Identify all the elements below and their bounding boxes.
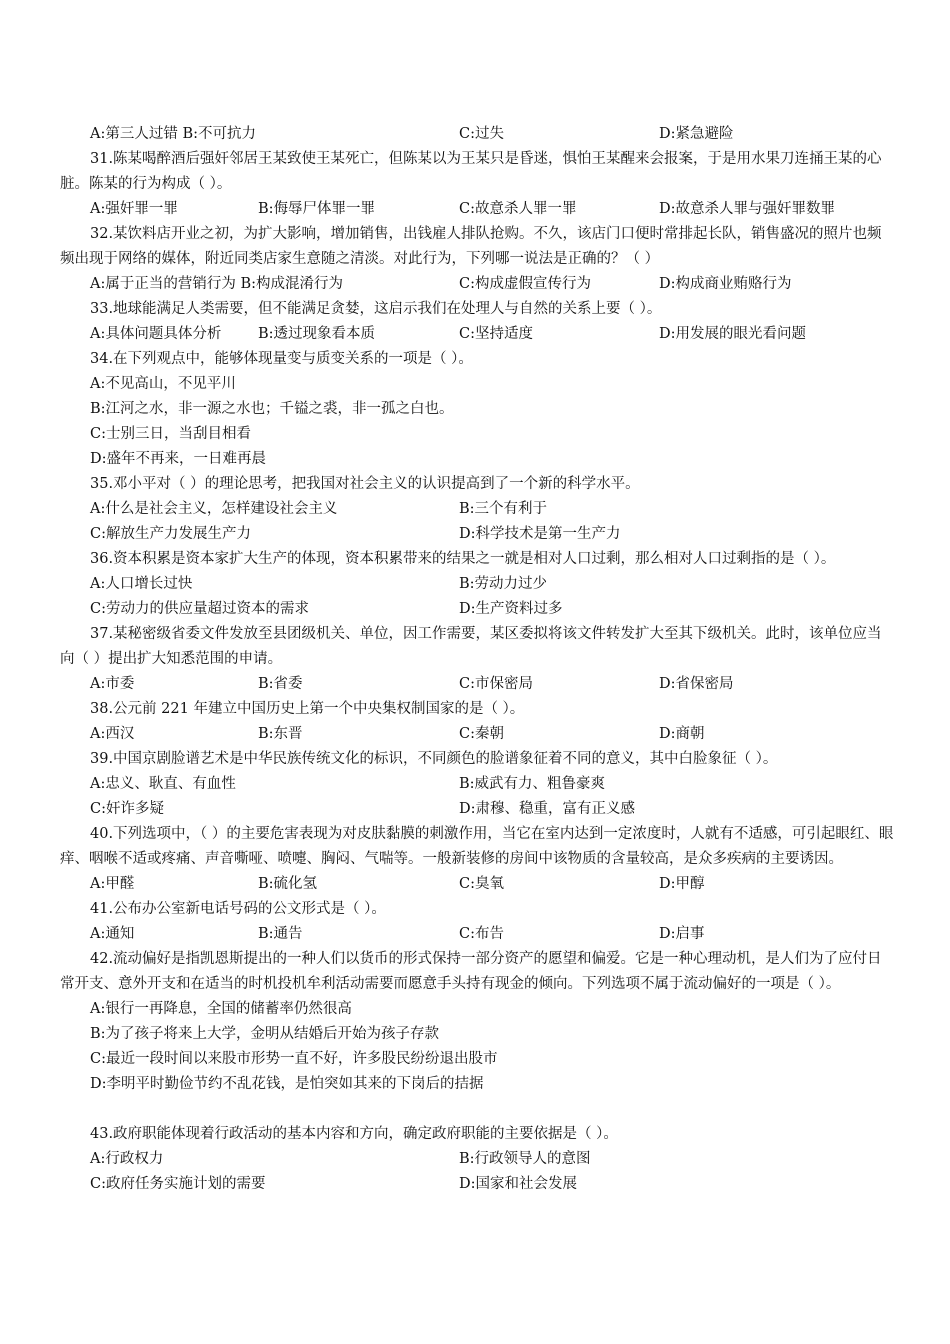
option: A:市委	[90, 676, 135, 692]
option: A:银行一再降息，全国的储蓄率仍然很高	[90, 1001, 352, 1017]
option: D:生产资料过多	[459, 601, 563, 617]
option: A:强奸罪一罪	[90, 201, 178, 217]
option: B:三个有利于	[459, 501, 548, 517]
exam-page	[60, 122, 895, 1197]
question-37: 37.某秘密级省委文件发放至县团级机关、单位，因工作需要，某区委拟将该文件转发扩大至其下级机关。此时，该单位应当向（ ）提出扩大知悉范围的申请。	[60, 626, 882, 667]
option: D:甲醇	[659, 876, 705, 892]
option: A:什么是社会主义，怎样建设社会主义	[90, 501, 338, 517]
q38-options	[60, 722, 895, 747]
option: A:人口增长过快	[90, 576, 193, 592]
question-38: 38.公元前 221 年建立中国历史上第一个中央集权制国家的是（ ）。	[90, 701, 525, 717]
q43-options	[60, 1147, 895, 1172]
option: C:政府任务实施计划的需要	[90, 1176, 266, 1192]
option: B:为了孩子将来上大学，金明从结婚后开始为孩子存款	[90, 1026, 440, 1042]
option: C:布告	[459, 926, 504, 942]
option: C:劳动力的供应量超过资本的需求	[90, 601, 309, 617]
option: A:不见高山，不见平川	[90, 376, 236, 392]
option: B:江河之水，非一源之水也；千镒之裘，非一孤之白也。	[90, 401, 454, 417]
option: A:行政权力	[90, 1151, 164, 1167]
option: A:西汉	[90, 726, 135, 742]
option: B:省委	[258, 676, 303, 692]
q31-options	[60, 197, 895, 222]
question-35: 35.邓小平对（ ）的理论思考，把我国对社会主义的认识提高到了一个新的科学水平。	[90, 476, 640, 492]
question-43: 43.政府职能体现着行政活动的基本内容和方向，确定政府职能的主要依据是（ ）。	[90, 1126, 618, 1142]
option: C:故意杀人罪一罪	[459, 201, 577, 217]
option: A:具体问题具体分析	[90, 326, 222, 342]
option: D:科学技术是第一生产力	[459, 526, 621, 542]
q43-options-row2	[60, 1172, 895, 1197]
q41-options	[60, 922, 895, 947]
option: B:侮辱尸体罪一罪	[258, 201, 376, 217]
q40-options	[60, 872, 895, 897]
option: D:李明平时勤俭节约不乱花钱，是怕突如其来的下岗后的拮据	[90, 1076, 484, 1092]
q39-options-row2	[60, 797, 895, 822]
question-31: 31.陈某喝醉酒后强奸邻居王某致使王某死亡，但陈某以为王某只是昏迷，惧怕王某醒来会报案，于是用水果刀连捅王某的心脏。陈某的行为构成（ ）。	[60, 151, 882, 192]
question-41: 41.公布办公室新电话号码的公文形式是（ ）。	[90, 901, 386, 917]
option: C:构成虚假宣传行为	[459, 276, 591, 292]
question-39: 39.中国京剧脸谱艺术是中华民族传统文化的标识，不同颜色的脸谱象征着不同的意义，其中白脸象征（ ）。	[90, 751, 778, 767]
option: D:构成商业贿赂行为	[659, 276, 792, 292]
question-33: 33.地球能满足人类需要，但不能满足贪婪，这启示我们在处理人与自然的关系上要（ ）。	[90, 301, 662, 317]
option: B:东晋	[258, 726, 303, 742]
option: C:秦朝	[459, 726, 504, 742]
option: C:解放生产力发展生产力	[90, 526, 251, 542]
option: B:硫化氢	[258, 876, 318, 892]
option: D:启事	[659, 926, 705, 942]
option: C:臭氧	[459, 876, 504, 892]
option: C:坚持适度	[459, 326, 533, 342]
option: A:通知	[90, 926, 135, 942]
spacer	[60, 1097, 895, 1122]
option: D:盛年不再来，一日难再晨	[90, 451, 267, 467]
option: C:最近一段时间以来股市形势一直不好，许多股民纷纷退出股市	[90, 1051, 498, 1067]
option: C:奸诈多疑	[90, 801, 164, 817]
question-36: 36.资本积累是资本家扩大生产的体现，资本积累带来的结果之一就是相对人口过剩，那么相对人口过剩指的是（ ）。	[90, 551, 836, 567]
question-40: 40.下列选项中，（ ）的主要危害表现为对皮肤黏膜的刺激作用，当它在室内达到一定浓度时，人就有不适感，可引起眼红、眼痒、咽喉不适或疼痛、声音嘶哑、喷嚏、胸闷、气喘等。一般新装修的房间中该物质的含量较高，是众多疾病的主要诱因。	[60, 826, 894, 867]
q37-options	[60, 672, 895, 697]
question-42: 42.流动偏好是指凯恩斯提出的一种人们以货币的形式保持一部分资产的愿望和偏爱。它是一种心理动机，是人们为了应付日常开支、意外开支和在适当的时机投机牟利活动需要而愿意手头持有现金的倾向。下列选项不属于流动偏好的一项是（ ）。	[60, 951, 882, 992]
option: A:忠义、耿直、有血性	[90, 776, 236, 792]
option: D:故意杀人罪与强奸罪数罪	[659, 201, 836, 217]
q33-options	[60, 322, 895, 347]
option: B:行政领导人的意图	[459, 1151, 591, 1167]
q39-options	[60, 772, 895, 797]
option: D:商朝	[659, 726, 705, 742]
option: D:肃穆、稳重，富有正义感	[459, 801, 636, 817]
q35-options	[60, 497, 895, 522]
option: B:威武有力、粗鲁豪爽	[459, 776, 606, 792]
option: A:甲醛	[90, 876, 135, 892]
option: D:国家和社会发展	[459, 1176, 578, 1192]
q35-options-row2	[60, 522, 895, 547]
option: B:劳动力过少	[459, 576, 548, 592]
option: B:透过现象看本质	[258, 326, 376, 342]
option: C:士别三日，当刮目相看	[90, 426, 251, 442]
question-32: 32.某饮料店开业之初，为扩大影响，增加销售，出钱雇人排队抢购。不久，该店门口便时常排起长队，销售盛况的照片也频频出现于网络的媒体，附近同类店家生意随之清淡。对此行为，下列哪一说法是正确的？（ ）	[60, 226, 882, 267]
option: C:过失	[459, 126, 504, 142]
q32-options	[60, 272, 895, 297]
q36-options-row2	[60, 597, 895, 622]
option: D:用发展的眼光看问题	[659, 326, 807, 342]
q30-options	[60, 122, 895, 147]
option: B:通告	[258, 926, 303, 942]
option: D:省保密局	[659, 676, 734, 692]
option: D:紧急避险	[659, 126, 734, 142]
q36-options	[60, 572, 895, 597]
option: A:属于正当的营销行为 B:构成混淆行为	[90, 276, 344, 292]
option: C:市保密局	[459, 676, 533, 692]
question-34: 34.在下列观点中，能够体现量变与质变关系的一项是（ ）。	[90, 351, 473, 367]
option: A:第三人过错 B:不可抗力	[90, 126, 257, 142]
